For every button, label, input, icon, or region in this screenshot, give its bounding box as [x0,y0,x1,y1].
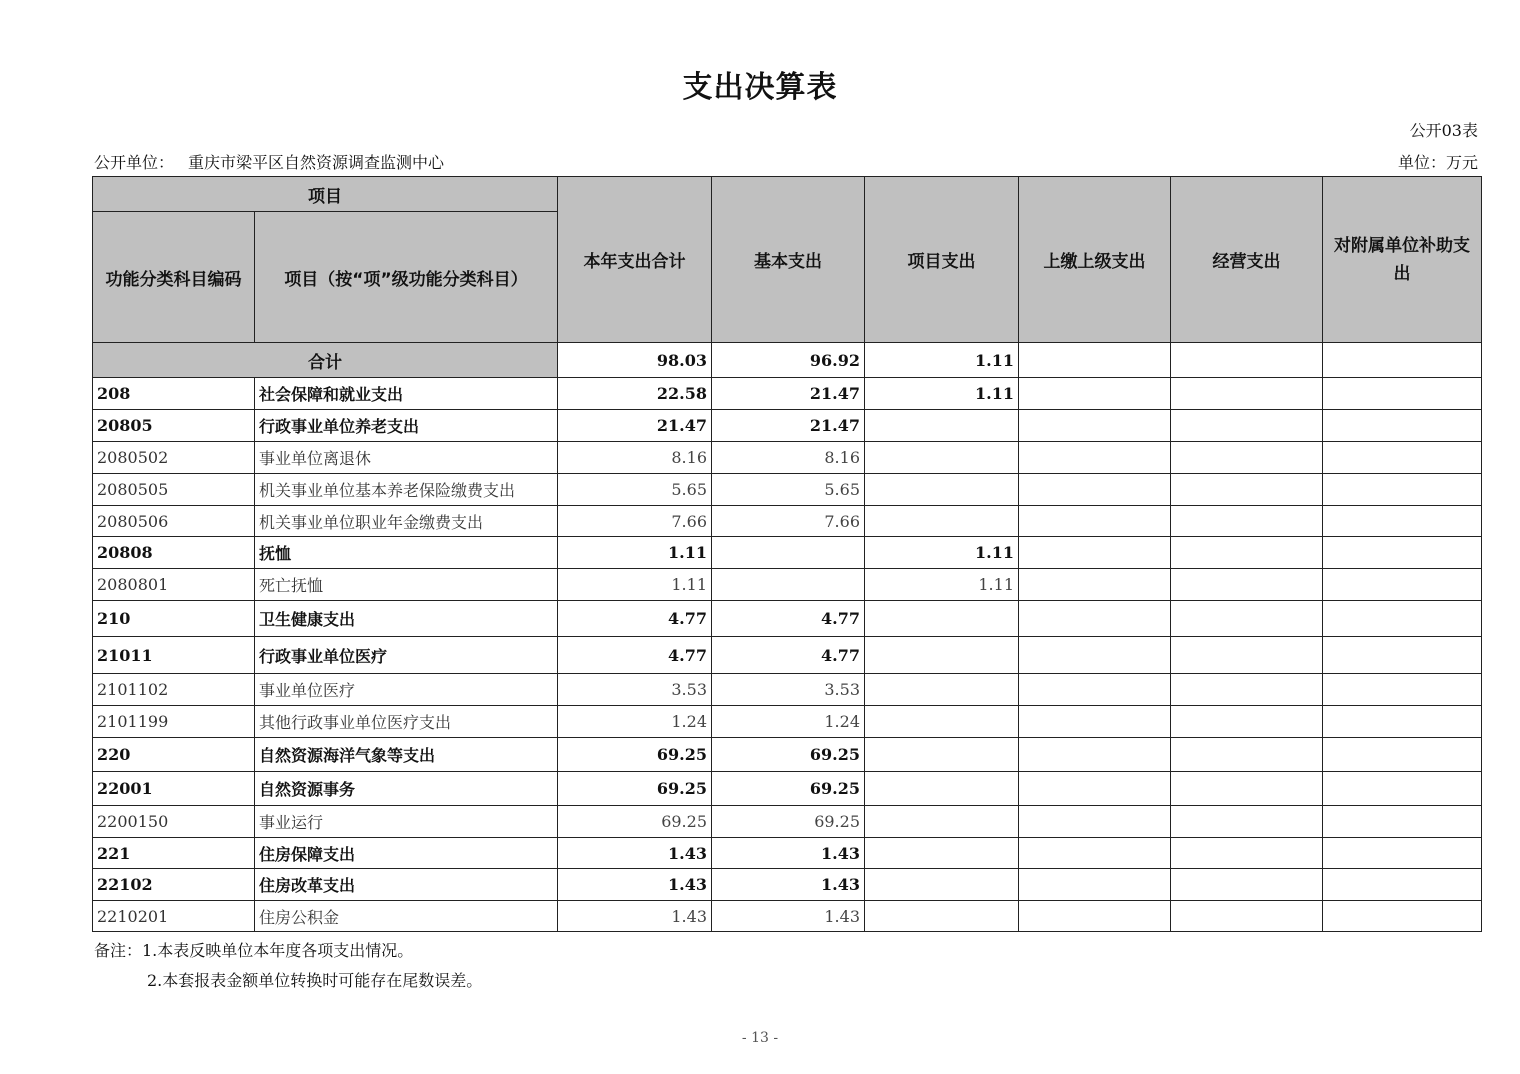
cell-upper [1019,674,1171,706]
cell-total: 22.58 [558,378,712,410]
cell-subsidy [1323,442,1482,474]
cell-subsidy [1323,901,1482,932]
cell-basic [712,569,865,601]
cell-code: 22102 [93,869,255,901]
table-row [93,637,1482,674]
cell-subsidy [1323,378,1482,410]
table-row [93,674,1482,706]
cell-business [1171,637,1323,674]
cell-upper [1019,838,1171,869]
cell-business [1171,410,1323,442]
cell-subsidy [1323,806,1482,838]
table-row [93,378,1482,410]
note-2: 2.本套报表金额单位转换时可能存在尾数误差。 [147,971,483,990]
header-basic: 基本支出 [712,177,865,343]
cell-subsidy [1323,410,1482,442]
cell-project [865,706,1019,738]
cell-upper [1019,474,1171,506]
cell-upper [1019,869,1171,901]
cell-total: 5.65 [558,474,712,506]
cell-business [1171,569,1323,601]
total-upper [1019,343,1171,378]
table-row [93,738,1482,772]
cell-basic: 1.43 [712,869,865,901]
cell-code: 2080801 [93,569,255,601]
cell-project [865,869,1019,901]
expenditure-table [92,176,1482,932]
cell-total: 69.25 [558,738,712,772]
cell-business [1171,706,1323,738]
cell-project [865,806,1019,838]
total-basic: 96.92 [712,343,865,378]
cell-name: 其他行政事业单位医疗支出 [255,706,558,738]
cell-business [1171,901,1323,932]
header-project: 项目 [93,177,558,212]
cell-basic: 3.53 [712,674,865,706]
cell-project [865,838,1019,869]
header-upper-level: 上缴上级支出 [1019,177,1171,343]
cell-code: 2210201 [93,901,255,932]
cell-code: 20805 [93,410,255,442]
table-row [93,601,1482,637]
cell-code: 2080502 [93,442,255,474]
table-row [93,569,1482,601]
cell-subsidy [1323,537,1482,569]
cell-project [865,601,1019,637]
cell-total: 1.43 [558,838,712,869]
cell-upper [1019,601,1171,637]
cell-name: 自然资源海洋气象等支出 [255,738,558,772]
cell-basic: 1.43 [712,901,865,932]
cell-business [1171,806,1323,838]
total-value: 98.03 [558,343,712,378]
cell-project [865,637,1019,674]
table-row [93,506,1482,537]
cell-basic: 69.25 [712,806,865,838]
cell-name: 机关事业单位基本养老保险缴费支出 [255,474,558,506]
cell-total: 8.16 [558,442,712,474]
cell-code: 208 [93,378,255,410]
cell-name: 住房公积金 [255,901,558,932]
cell-basic: 1.24 [712,706,865,738]
cell-code: 2080505 [93,474,255,506]
cell-project [865,506,1019,537]
header-project-expense: 项目支出 [865,177,1019,343]
cell-name: 死亡抚恤 [255,569,558,601]
cell-business [1171,738,1323,772]
cell-code: 2080506 [93,506,255,537]
cell-project [865,674,1019,706]
header-name: 项目（按“项”级功能分类科目） [255,212,558,343]
reporting-unit-label: 公开单位： [94,153,175,172]
cell-subsidy [1323,474,1482,506]
cell-project: 1.11 [865,378,1019,410]
form-number: 公开03表 [1409,121,1478,140]
cell-subsidy [1323,838,1482,869]
cell-upper [1019,506,1171,537]
cell-basic: 21.47 [712,378,865,410]
cell-total: 1.11 [558,569,712,601]
cell-name: 抚恤 [255,537,558,569]
cell-subsidy [1323,506,1482,537]
cell-business [1171,772,1323,806]
cell-code: 2200150 [93,806,255,838]
cell-name: 事业单位医疗 [255,674,558,706]
cell-subsidy [1323,738,1482,772]
cell-total: 4.77 [558,601,712,637]
cell-name: 行政事业单位养老支出 [255,410,558,442]
cell-business [1171,442,1323,474]
cell-subsidy [1323,601,1482,637]
cell-basic: 8.16 [712,442,865,474]
table-row [93,806,1482,838]
cell-project [865,772,1019,806]
cell-basic: 69.25 [712,738,865,772]
cell-code: 2101199 [93,706,255,738]
cell-name: 自然资源事务 [255,772,558,806]
cell-basic: 1.43 [712,838,865,869]
cell-business [1171,869,1323,901]
cell-upper [1019,569,1171,601]
cell-basic: 69.25 [712,772,865,806]
cell-code: 21011 [93,637,255,674]
cell-upper [1019,410,1171,442]
header-business: 经营支出 [1171,177,1323,343]
cell-project [865,410,1019,442]
header-code: 功能分类科目编码 [93,212,255,343]
cell-upper [1019,706,1171,738]
cell-name: 行政事业单位医疗 [255,637,558,674]
total-subsidy [1323,343,1482,378]
cell-total: 21.47 [558,410,712,442]
cell-basic: 5.65 [712,474,865,506]
table-row [93,838,1482,869]
cell-project: 1.11 [865,537,1019,569]
total-project: 1.11 [865,343,1019,378]
reporting-unit [94,150,444,173]
cell-upper [1019,738,1171,772]
cell-business [1171,537,1323,569]
cell-business [1171,838,1323,869]
table-row [93,706,1482,738]
cell-business [1171,674,1323,706]
cell-upper [1019,378,1171,410]
cell-subsidy [1323,674,1482,706]
cell-basic: 4.77 [712,637,865,674]
cell-code: 220 [93,738,255,772]
table-row [93,869,1482,901]
cell-project [865,474,1019,506]
cell-upper [1019,637,1171,674]
cell-total: 69.25 [558,772,712,806]
cell-code: 20808 [93,537,255,569]
table-row [93,772,1482,806]
cell-name: 社会保障和就业支出 [255,378,558,410]
cell-basic: 4.77 [712,601,865,637]
cell-total: 3.53 [558,674,712,706]
cell-basic [712,537,865,569]
cell-total: 1.24 [558,706,712,738]
table-row [93,537,1482,569]
total-row [93,343,1482,378]
cell-project [865,901,1019,932]
cell-business [1171,378,1323,410]
table-row [93,410,1482,442]
cell-code: 210 [93,601,255,637]
cell-subsidy [1323,569,1482,601]
cell-project [865,442,1019,474]
total-business [1171,343,1323,378]
cell-subsidy [1323,637,1482,674]
cell-business [1171,506,1323,537]
cell-total: 4.77 [558,637,712,674]
cell-total: 1.43 [558,869,712,901]
currency-unit: 单位：万元 [1397,153,1478,172]
cell-code: 22001 [93,772,255,806]
cell-upper [1019,537,1171,569]
table-row [93,442,1482,474]
cell-upper [1019,442,1171,474]
cell-code: 221 [93,838,255,869]
cell-upper [1019,806,1171,838]
cell-name: 事业运行 [255,806,558,838]
cell-project: 1.11 [865,569,1019,601]
cell-name: 事业单位离退休 [255,442,558,474]
cell-total: 69.25 [558,806,712,838]
cell-business [1171,601,1323,637]
cell-subsidy [1323,772,1482,806]
cell-total: 1.11 [558,537,712,569]
cell-name: 住房保障支出 [255,838,558,869]
table-row [93,474,1482,506]
cell-upper [1019,772,1171,806]
cell-code: 2101102 [93,674,255,706]
cell-business [1171,474,1323,506]
cell-upper [1019,901,1171,932]
cell-name: 住房改革支出 [255,869,558,901]
header-subsidy: 对附属单位补助支出 [1323,177,1482,343]
page-number: - 13 - [741,1030,779,1046]
cell-project [865,738,1019,772]
cell-name: 机关事业单位职业年金缴费支出 [255,506,558,537]
cell-subsidy [1323,869,1482,901]
reporting-unit-name: 重庆市梁平区自然资源调查监测中心 [188,153,445,172]
cell-total: 7.66 [558,506,712,537]
cell-basic: 7.66 [712,506,865,537]
cell-basic: 21.47 [712,410,865,442]
cell-total: 1.43 [558,901,712,932]
cell-subsidy [1323,706,1482,738]
table-row [93,901,1482,932]
notes [94,936,482,996]
note-1: 备注：1.本表反映单位本年度各项支出情况。 [94,941,414,960]
total-label: 合计 [93,343,558,378]
header-total: 本年支出合计 [558,177,712,343]
cell-name: 卫生健康支出 [255,601,558,637]
page-title: 支出决算表 [682,70,838,105]
